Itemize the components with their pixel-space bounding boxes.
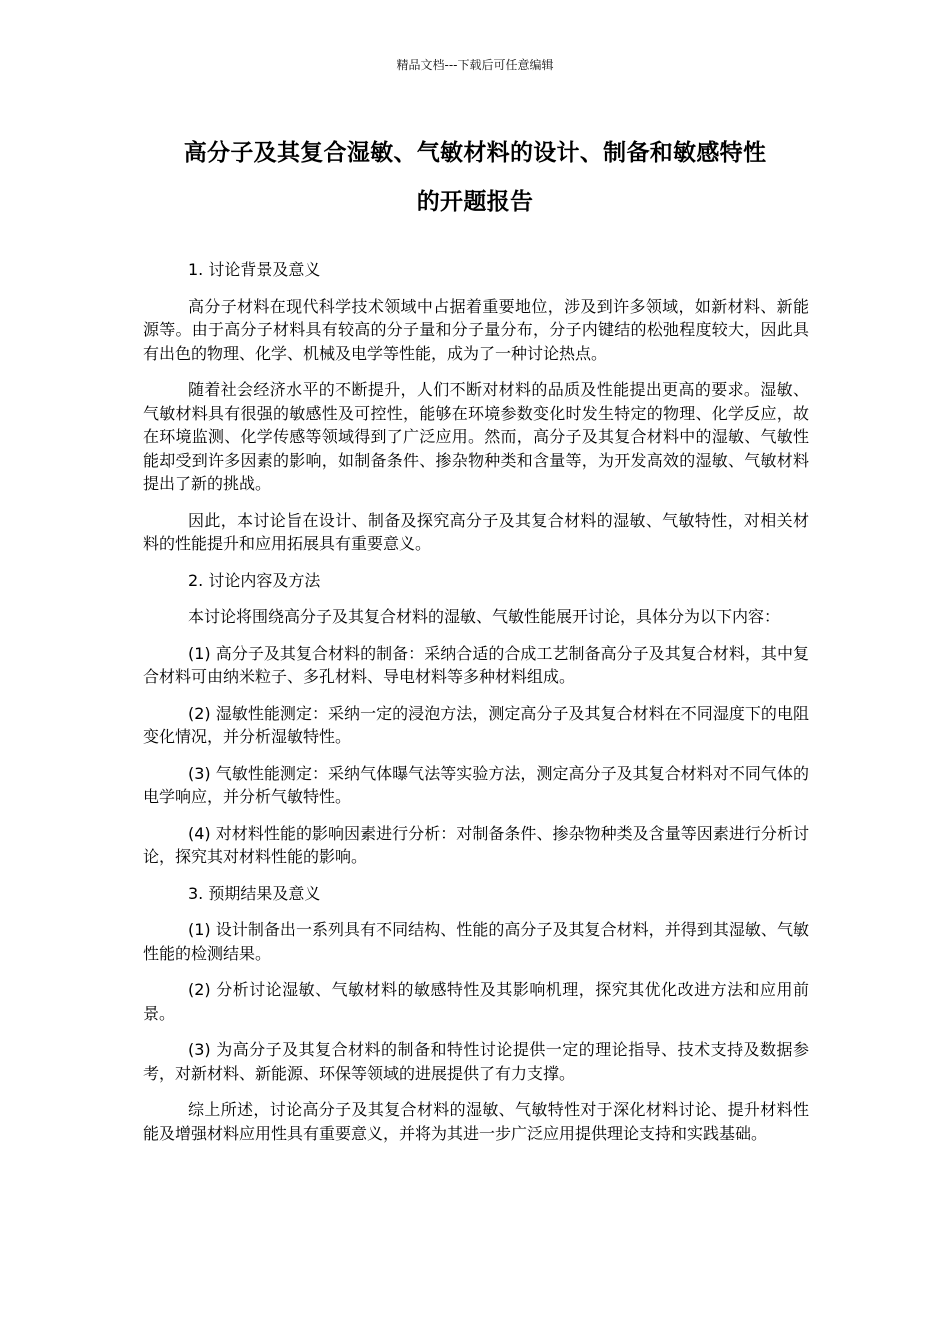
document-title-line-2: 的开题报告: [416, 189, 534, 215]
section-heading-content-methods: 2. 讨论内容及方法: [188, 570, 321, 590]
paragraph: 随着社会经济水平的不断提升，人们不断对材料的品质及性能提出更高的要求。湿敏、气敏材料具有很强的敏感性及可控性，能够在环境参数变化时发生特定的物理、化学反应，故在环境监测、化学传感等领域得到了广泛应用。然而，高分子及其复合材料中的湿敏、气敏性能却受到许多因素的影响，如制备条件、掺杂物种类和含量等，为开发高效的湿敏、气敏材料提出了新的挑战。: [143, 380, 809, 493]
list-item: (4) 对材料性能的影响因素进行分析：对制备条件、掺杂物种类及含量等因素进行分析讨论，探究其对材料性能的影响。: [143, 823, 809, 866]
document-body: [143, 258, 809, 1158]
list-item: (2) 分析讨论湿敏、气敏材料的敏感特性及其影响机理，探究其优化改进方法和应用前景。: [143, 980, 809, 1023]
header-note: 精品文档---下载后可任意编辑: [396, 58, 554, 72]
list-item: (1) 高分子及其复合材料的制备：采纳合适的合成工艺制备高分子及其复合材料，其中复合材料可由纳米粒子、多孔材料、导电材料等多种材料组成。: [143, 643, 809, 686]
section-heading-expected-results: 3. 预期结果及意义: [188, 883, 321, 903]
paragraph: 综上所述，讨论高分子及其复合材料的湿敏、气敏特性对于深化材料讨论、提升材料性能及增强材料应用性具有重要意义，并将为其进一步广泛应用提供理论支持和实践基础。: [143, 1100, 809, 1143]
paragraph: 高分子材料在现代科学技术领域中占据着重要地位，涉及到许多领域，如新材料、新能源等。由于高分子材料具有较高的分子量和分子量分布，分子内键结的松弛程度较大，因此具有出色的物理、化学、机械及电学等性能，成为了一种讨论热点。: [143, 296, 809, 363]
list-item: (3) 气敏性能测定：采纳气体曝气法等实验方法，测定高分子及其复合材料对不同气体的电学响应，并分析气敏特性。: [143, 763, 809, 806]
paragraph: 因此，本讨论旨在设计、制备及探究高分子及其复合材料的湿敏、气敏特性，对相关材料的性能提升和应用拓展具有重要意义。: [143, 510, 809, 553]
list-item: (1) 设计制备出一系列具有不同结构、性能的高分子及其复合材料，并得到其湿敏、气敏性能的检测结果。: [143, 920, 809, 963]
list-item: (2) 湿敏性能测定：采纳一定的浸泡方法，测定高分子及其复合材料在不同湿度下的电阻变化情况，并分析湿敏特性。: [143, 703, 809, 746]
paragraph: 本讨论将围绕高分子及其复合材料的湿敏、气敏性能展开讨论，具体分为以下内容：: [188, 607, 781, 626]
document-title-line-1: 高分子及其复合湿敏、气敏材料的设计、制备和敏感特性: [183, 140, 767, 166]
section-heading-background: 1. 讨论背景及意义: [188, 260, 321, 279]
list-item: (3) 为高分子及其复合材料的制备和特性讨论提供一定的理论指导、技术支持及数据参考，对新材料、新能源、环保等领域的进展提供了有力支撑。: [143, 1040, 809, 1083]
